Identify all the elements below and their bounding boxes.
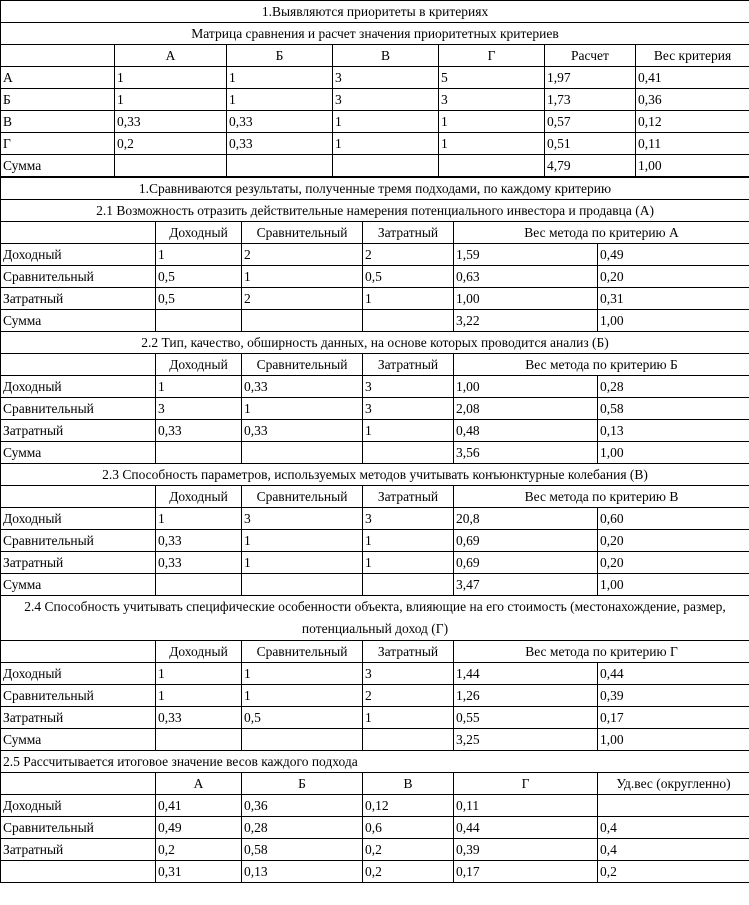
table-cell: 0,2 xyxy=(598,861,749,883)
table-cell: 0,51 xyxy=(545,133,636,155)
header-cell: Затратный xyxy=(363,486,454,508)
table-row xyxy=(1,861,749,883)
table-cell: 4,79 xyxy=(545,155,636,177)
header-cell: Сравнительный xyxy=(242,354,363,376)
header-cell: Б xyxy=(242,773,363,795)
table-cell: 1,00 xyxy=(454,376,598,398)
table-cell xyxy=(242,310,363,332)
table-row xyxy=(1,111,749,133)
header-cell: В xyxy=(333,45,439,67)
table-cell: 0,33 xyxy=(156,420,242,442)
block-3 xyxy=(1,464,749,508)
table-cell: 1 xyxy=(363,420,454,442)
header-cell: Вес критерия xyxy=(636,45,749,67)
table-cell xyxy=(242,574,363,596)
table-cell: 1,00 xyxy=(598,442,749,464)
table-cell: 0,49 xyxy=(156,817,242,839)
table-cell: 0,28 xyxy=(598,376,749,398)
table-cell: 2 xyxy=(242,244,363,266)
criteria-table xyxy=(0,0,749,177)
header-cell: Доходный xyxy=(156,354,242,376)
header-cell: А xyxy=(115,45,227,67)
table-cell: 0,33 xyxy=(227,133,333,155)
block-title: 2.3 Способность параметров, используемых методов учитывать конъюнктурные колебания (В) xyxy=(1,464,749,486)
table-cell xyxy=(242,442,363,464)
table-cell: 1 xyxy=(439,133,545,155)
table-cell: 1 xyxy=(242,266,363,288)
table-cell xyxy=(156,574,242,596)
table-row xyxy=(1,398,749,420)
table-cell: 0,17 xyxy=(454,861,598,883)
table-cell: 0,20 xyxy=(598,530,749,552)
table-row xyxy=(1,795,749,817)
table-row xyxy=(1,133,749,155)
final-block xyxy=(1,751,749,795)
block-3-rows xyxy=(1,508,749,596)
block-4 xyxy=(1,596,749,663)
table-cell: 3 xyxy=(333,89,439,111)
table-cell: 0,31 xyxy=(598,288,749,310)
table-cell: 1 xyxy=(363,552,454,574)
header-cell: Доходный xyxy=(156,641,242,663)
table-cell xyxy=(363,310,454,332)
row-label: Сравнительный xyxy=(1,817,156,839)
table-row xyxy=(1,442,749,464)
header-cell xyxy=(1,222,156,244)
table-cell: 2 xyxy=(242,288,363,310)
header-cell: Г xyxy=(439,45,545,67)
table-row xyxy=(1,155,749,177)
table-cell: 1 xyxy=(227,89,333,111)
section1-subtitle: Матрица сравнения и расчет значения приоритетных критериев xyxy=(1,23,749,45)
table-cell: 1 xyxy=(156,508,242,530)
table-cell: 1,26 xyxy=(454,685,598,707)
table-cell: 0,41 xyxy=(636,67,749,89)
block-title: 2.2 Тип, качество, обширность данных, на основе которых проводится анализ (Б) xyxy=(1,332,749,354)
table-cell: 0,33 xyxy=(115,111,227,133)
table-cell: 3 xyxy=(363,663,454,685)
approaches-table xyxy=(0,177,749,883)
row-label: Сумма xyxy=(1,155,115,177)
header-cell xyxy=(1,486,156,508)
criteria-rows xyxy=(1,67,749,177)
header-cell: Сравнительный xyxy=(242,222,363,244)
table-cell: 2 xyxy=(363,244,454,266)
header-cell: Затратный xyxy=(363,641,454,663)
table-cell: 3 xyxy=(156,398,242,420)
table-cell: 1 xyxy=(333,133,439,155)
table-cell: 0,63 xyxy=(454,266,598,288)
table-cell: 1 xyxy=(242,398,363,420)
table-cell: 0,33 xyxy=(227,111,333,133)
table-cell: 3,56 xyxy=(454,442,598,464)
table-cell: 0,5 xyxy=(363,266,454,288)
block-2 xyxy=(1,332,749,376)
table-row xyxy=(1,552,749,574)
table-cell: 0,55 xyxy=(454,707,598,729)
table-row xyxy=(1,376,749,398)
table-cell: 1 xyxy=(156,244,242,266)
header-cell: Расчет xyxy=(545,45,636,67)
table-cell: 0,13 xyxy=(242,861,363,883)
table-row xyxy=(1,508,749,530)
table-cell: 3,22 xyxy=(454,310,598,332)
table-cell: 0,58 xyxy=(242,839,363,861)
table-cell: 0,2 xyxy=(363,839,454,861)
table-row xyxy=(1,729,749,751)
table-cell: 0,58 xyxy=(598,398,749,420)
row-label: Сравнительный xyxy=(1,398,156,420)
table-cell: 1,00 xyxy=(598,574,749,596)
table-row xyxy=(1,685,749,707)
table-cell: 1 xyxy=(363,707,454,729)
weight-header: Вес метода по критерию Г xyxy=(454,641,749,663)
table-header-row xyxy=(1,354,749,376)
table-row xyxy=(1,574,749,596)
table-cell: 1 xyxy=(156,376,242,398)
row-label: Сумма xyxy=(1,310,156,332)
row-label: Затратный xyxy=(1,420,156,442)
table-cell: 2 xyxy=(363,685,454,707)
table-cell: 1,00 xyxy=(598,729,749,751)
table-cell: 0,57 xyxy=(545,111,636,133)
table-cell: 3,47 xyxy=(454,574,598,596)
table-cell: 3 xyxy=(363,398,454,420)
table-row xyxy=(1,266,749,288)
table-cell xyxy=(227,155,333,177)
row-label xyxy=(1,861,156,883)
table-cell: 1,59 xyxy=(454,244,598,266)
table-row xyxy=(1,839,749,861)
table-cell: 1 xyxy=(156,663,242,685)
row-label: Сумма xyxy=(1,442,156,464)
row-label: Сумма xyxy=(1,729,156,751)
table-cell: 3 xyxy=(439,89,545,111)
table-cell: 1,97 xyxy=(545,67,636,89)
table-header-row xyxy=(1,773,749,795)
header-cell: Г xyxy=(454,773,598,795)
table-cell: 1,44 xyxy=(454,663,598,685)
table-header-row xyxy=(1,486,749,508)
table-cell: 5 xyxy=(439,67,545,89)
table-cell: 0,31 xyxy=(156,861,242,883)
table-cell: 0,2 xyxy=(156,839,242,861)
row-label: Затратный xyxy=(1,839,156,861)
table-cell: 0,11 xyxy=(454,795,598,817)
table-cell: 0,36 xyxy=(242,795,363,817)
table-cell: 0,69 xyxy=(454,552,598,574)
table-cell: 1 xyxy=(363,530,454,552)
weight-header: Вес метода по критерию В xyxy=(454,486,749,508)
header-cell xyxy=(1,773,156,795)
table-row xyxy=(1,817,749,839)
table-cell: 0,44 xyxy=(598,663,749,685)
row-label: Г xyxy=(1,133,115,155)
table-cell: 0,33 xyxy=(242,420,363,442)
header-cell: Затратный xyxy=(363,222,454,244)
final-rows xyxy=(1,795,749,883)
table-header-row xyxy=(1,641,749,663)
header-cell: Уд.вес (округленно) xyxy=(598,773,749,795)
table-cell: 0,20 xyxy=(598,552,749,574)
table-cell: 0,33 xyxy=(156,530,242,552)
block-title: 2.1 Возможность отразить действительные намерения потенциального инвестора и продавца (А) xyxy=(1,200,749,222)
table-cell: 0,33 xyxy=(156,707,242,729)
table-cell xyxy=(439,155,545,177)
header-cell: Затратный xyxy=(363,354,454,376)
block-1-rows xyxy=(1,244,749,332)
table-cell: 0,33 xyxy=(156,552,242,574)
block-1 xyxy=(1,200,749,244)
table-cell xyxy=(156,729,242,751)
table-row xyxy=(1,89,749,111)
table-cell: 0,4 xyxy=(598,839,749,861)
table-cell: 0,2 xyxy=(363,861,454,883)
row-label: Сравнительный xyxy=(1,685,156,707)
table-cell: 1 xyxy=(115,67,227,89)
table-cell: 1,00 xyxy=(636,155,749,177)
table-cell: 1 xyxy=(156,685,242,707)
row-label: Доходный xyxy=(1,663,156,685)
final-title: 2.5 Рассчитывается итоговое значение весов каждого подхода xyxy=(1,751,749,773)
table-cell: 1 xyxy=(242,552,363,574)
table-cell: 0,5 xyxy=(156,266,242,288)
table-cell xyxy=(333,155,439,177)
header-cell: А xyxy=(156,773,242,795)
table-cell xyxy=(363,574,454,596)
table-cell: 0,28 xyxy=(242,817,363,839)
table-cell: 1 xyxy=(333,111,439,133)
table-cell: 20,8 xyxy=(454,508,598,530)
row-label: Затратный xyxy=(1,552,156,574)
table-cell: 0,49 xyxy=(598,244,749,266)
table-row xyxy=(1,530,749,552)
table-row xyxy=(1,244,749,266)
row-label: Сумма xyxy=(1,574,156,596)
row-label: Доходный xyxy=(1,376,156,398)
table-cell: 1,73 xyxy=(545,89,636,111)
table-cell: 0,69 xyxy=(454,530,598,552)
table-cell: 0,4 xyxy=(598,817,749,839)
row-label: А xyxy=(1,67,115,89)
table-cell xyxy=(115,155,227,177)
table-cell: 0,17 xyxy=(598,707,749,729)
header-cell: Доходный xyxy=(156,222,242,244)
header-cell: В xyxy=(363,773,454,795)
table-header-row xyxy=(1,45,749,67)
section1-title: 1.Выявляются приоритеты в критериях xyxy=(1,1,749,23)
table-cell: 0,6 xyxy=(363,817,454,839)
table-cell: 0,41 xyxy=(156,795,242,817)
table-cell: 1 xyxy=(242,685,363,707)
weight-header: Вес метода по критерию А xyxy=(454,222,749,244)
table-cell: 3 xyxy=(242,508,363,530)
table-row xyxy=(1,67,749,89)
table-cell: 3 xyxy=(333,67,439,89)
table-cell: 0,5 xyxy=(156,288,242,310)
table-cell: 0,33 xyxy=(242,376,363,398)
table-cell: 0,2 xyxy=(115,133,227,155)
table-cell: 0,11 xyxy=(636,133,749,155)
header-cell: Доходный xyxy=(156,486,242,508)
table-cell: 1 xyxy=(242,663,363,685)
table-row xyxy=(1,420,749,442)
row-label: Затратный xyxy=(1,707,156,729)
table-cell xyxy=(598,795,749,817)
table-cell: 1 xyxy=(115,89,227,111)
row-label: Доходный xyxy=(1,244,156,266)
header-cell: Б xyxy=(227,45,333,67)
table-cell: 1 xyxy=(439,111,545,133)
table-cell xyxy=(242,729,363,751)
row-label: Сравнительный xyxy=(1,266,156,288)
row-label: Затратный xyxy=(1,288,156,310)
table-cell: 0,44 xyxy=(454,817,598,839)
table-cell xyxy=(156,310,242,332)
table-row xyxy=(1,288,749,310)
table-cell: 1 xyxy=(227,67,333,89)
table-header-row xyxy=(1,222,749,244)
block-title: 2.4 Способность учитывать специфические особенности объекта, влияющие на его стоимость (местонахождение, размер, потенциальный доход (Г) xyxy=(1,596,749,641)
row-label: Сравнительный xyxy=(1,530,156,552)
table-cell: 0,12 xyxy=(363,795,454,817)
row-label: Доходный xyxy=(1,795,156,817)
table-cell: 0,12 xyxy=(636,111,749,133)
table-cell: 0,13 xyxy=(598,420,749,442)
table-cell: 0,39 xyxy=(598,685,749,707)
table-row xyxy=(1,310,749,332)
section2-title: 1.Сравниваются результаты, полученные тремя подходами, по каждому критерию xyxy=(1,178,749,200)
row-label: В xyxy=(1,111,115,133)
table-cell: 1 xyxy=(363,288,454,310)
table-cell: 1,00 xyxy=(454,288,598,310)
block-4-rows xyxy=(1,663,749,751)
header-cell: Сравнительный xyxy=(242,641,363,663)
row-label: Доходный xyxy=(1,508,156,530)
header-cell xyxy=(1,354,156,376)
table-cell: 0,48 xyxy=(454,420,598,442)
table-row xyxy=(1,663,749,685)
table-cell: 0,5 xyxy=(242,707,363,729)
table-cell: 3 xyxy=(363,508,454,530)
header-cell: Сравнительный xyxy=(242,486,363,508)
block-2-rows xyxy=(1,376,749,464)
table-cell: 0,20 xyxy=(598,266,749,288)
table-cell: 0,60 xyxy=(598,508,749,530)
table-cell: 0,36 xyxy=(636,89,749,111)
table-cell: 1 xyxy=(242,530,363,552)
table-cell xyxy=(363,729,454,751)
weight-header: Вес метода по критерию Б xyxy=(454,354,749,376)
table-cell: 1,00 xyxy=(598,310,749,332)
table-cell: 3 xyxy=(363,376,454,398)
table-cell: 3,25 xyxy=(454,729,598,751)
table-cell xyxy=(363,442,454,464)
table-row xyxy=(1,707,749,729)
row-label: Б xyxy=(1,89,115,111)
header-cell xyxy=(1,45,115,67)
header-cell xyxy=(1,641,156,663)
table-cell xyxy=(156,442,242,464)
table-cell: 2,08 xyxy=(454,398,598,420)
table-cell: 0,39 xyxy=(454,839,598,861)
